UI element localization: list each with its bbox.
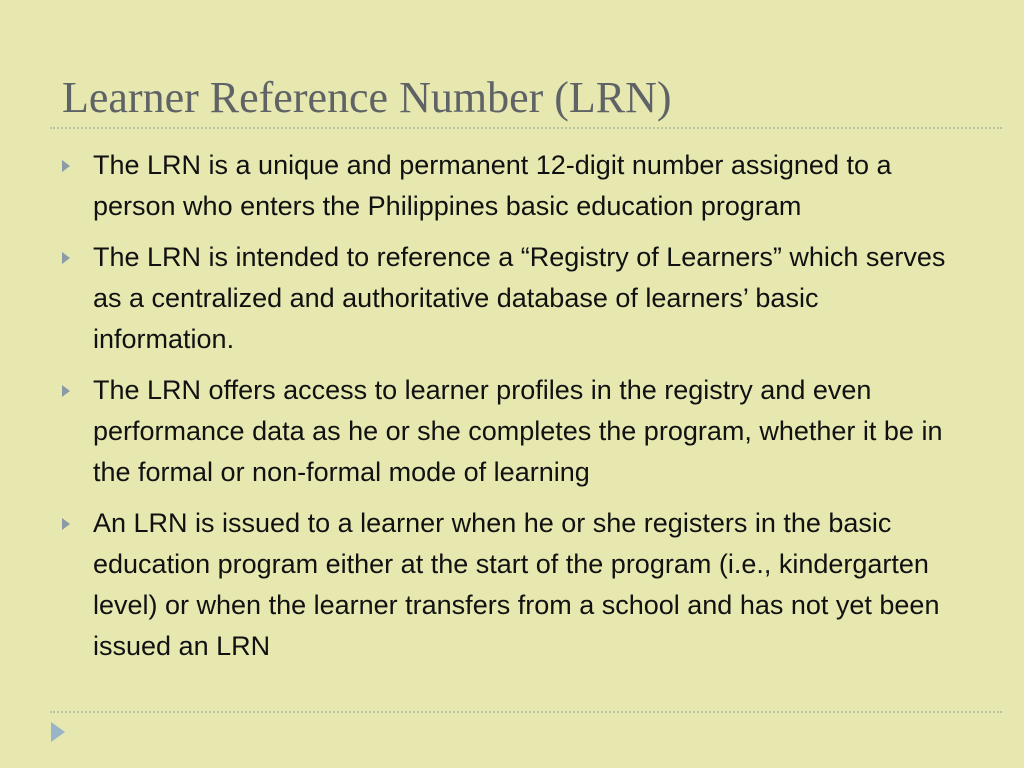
bullet-item [62,237,952,360]
bullet-text: The LRN is intended to reference a “Registry of Learners” which serves as a centralized and authoritative database of learners’ basic information. [93,242,946,354]
bullet-list [62,145,952,677]
triangle-bullet-icon [62,160,70,172]
bullet-text: An LRN is issued to a learner when he or she registers in the basic education program either at the start of the program (i.e., kindergarten level) or when the learner transfers from a school and has not yet been issued an LRN [93,508,940,661]
triangle-bullet-icon [62,385,70,397]
title-divider [50,127,1002,129]
triangle-bullet-icon [62,252,70,264]
bullet-item [62,370,952,493]
slide-title: Learner Reference Number (LRN) [62,73,672,122]
footer-divider [50,711,1002,713]
bullet-item [62,145,952,227]
bullet-item [62,503,952,667]
bullet-text: The LRN is a unique and permanent 12-digit number assigned to a person who enters the Philippines basic education program [93,150,892,221]
play-arrow-icon[interactable] [51,722,65,742]
bullet-text: The LRN offers access to learner profiles in the registry and even performance data as he or she completes the program, whether it be in the formal or non-formal mode of learning [93,375,943,487]
triangle-bullet-icon [62,518,70,530]
